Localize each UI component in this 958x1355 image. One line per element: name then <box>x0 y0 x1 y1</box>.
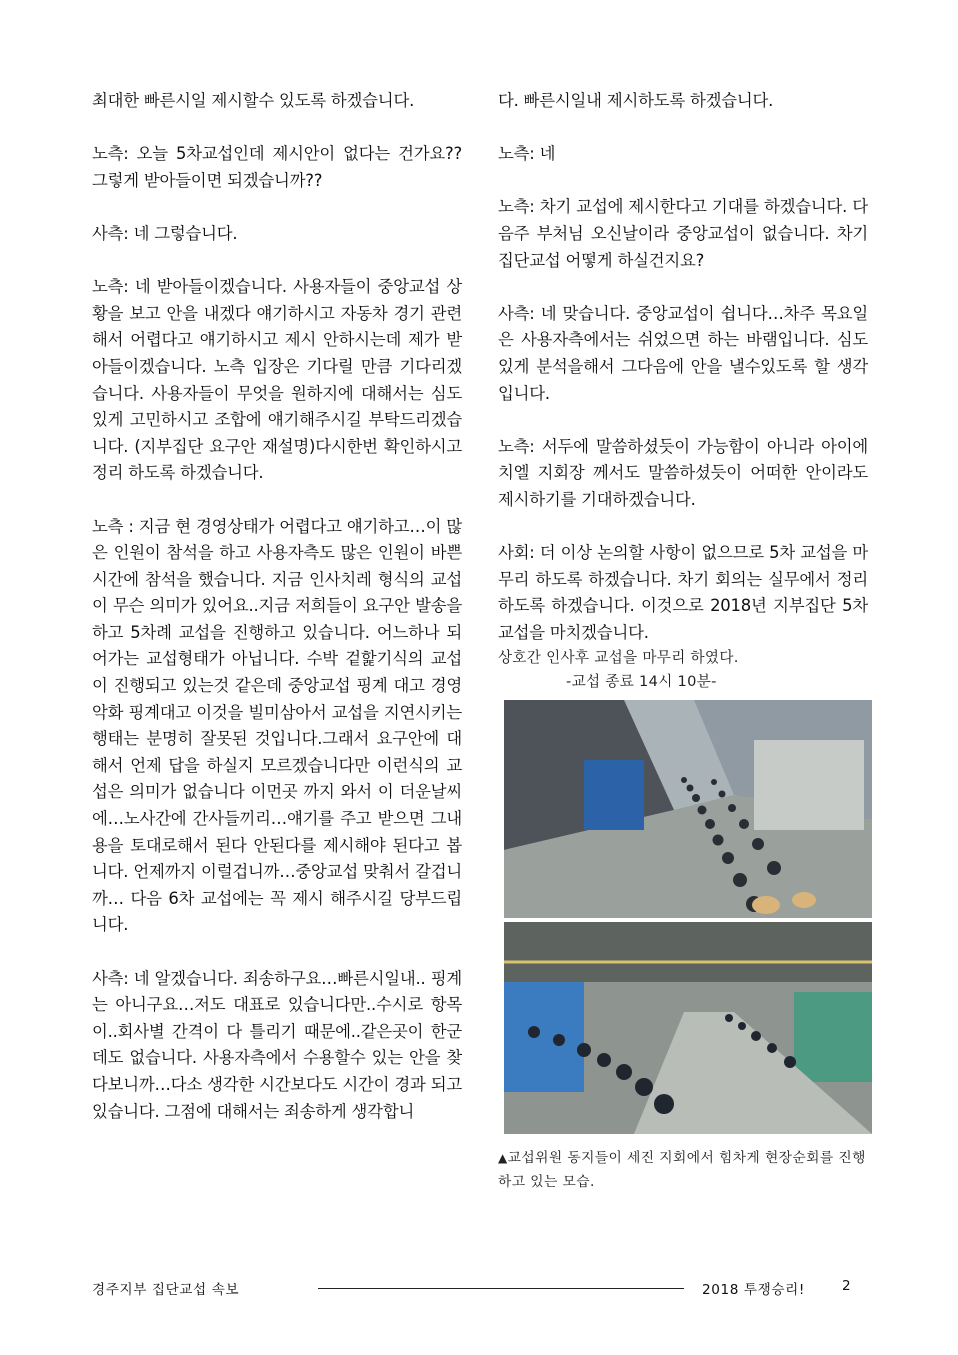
paragraph: 다. 빠른시일내 제시하도록 하겠습니다. <box>498 91 774 110</box>
paragraph: 최대한 빠른시일 제시할수 있도록 하겠습니다. <box>92 91 415 110</box>
factory-march-photo <box>504 700 872 918</box>
caption-text: 교섭위원 동지들이 세진 지회에서 힘차게 현장순회를 진행하고 있는 모습. <box>498 1150 866 1191</box>
end-time: -교섭 종료 14시 10분- <box>566 673 717 691</box>
page-footer <box>92 1278 862 1300</box>
page-number: 2 <box>842 1278 851 1294</box>
paragraph: 노측: 차기 교섭에 제시한다고 기대를 하겠습니다. 다음주 부처님 오신날이라 중앙교섭이 없습니다. 차기 집단교섭 어떻게 하실건지요? <box>498 197 868 270</box>
paragraph: 노측: 네 <box>498 144 556 164</box>
left-column <box>92 88 462 1125</box>
paragraph: 노측 : 지금 현 경영상태가 어렵다고 얘기하고…이 많은 인원이 참석을 하고 사용자측도 많은 인원이 바쁜시간에 참석을 했습니다. 지금 인사치레 형식의 교섭이 무슨 의미가 있어요..지금 저희들이 요구안 발송을 하고 5차례 교섭을 진행하고 있습니다. 어느하나 되어가는 교섭형태가 아닙니다. 수박 겉핥기식의 교섭이 진행되고 있는것 같은데 중앙교섭 핑계 대고 경영악화 핑계대고 이것을 빌미삼아서 교섭을 지연시키는 행태는 분명히 잘못된 것입니다.그래서 요구안에 대해서 언제 답을 하실지 모르겠습니다만 이런식의 교섭은 의미가 없습니다 이먼곳 까지 와서 이 더운날씨에…노사간에 간사들끼리…얘기를 주고 받으면 그내용을 토대로해서 된다 안된다를 제시해야 된다고 봅니다. 언제까지 이럴겁니까…중앙교섭 맞춰서 갈겁니까… 다음 6차 교섭에는 꼭 제시 해주시길 당부드립니다. <box>92 516 462 935</box>
closing-note: 상호간 인사후 교섭을 마무리 하였다. <box>498 649 739 667</box>
paragraph: 노측: 오늘 5차교섭인데 제시안이 없다는 건가요?? 그렇게 받아들이면 되겠습니까?? <box>92 144 462 190</box>
footer-slogan: 2018 투쟁승리! <box>702 1282 805 1298</box>
paragraph: 사측: 네 그렇습니다. <box>92 223 238 243</box>
paragraph: 노측: 서두에 말씀하셨듯이 가능함이 아니라 아이에치엘 지회장 께서도 말씀하셨듯이 어떠한 안이라도 제시하기를 기대하겠습니다. <box>498 436 868 509</box>
footer-divider <box>318 1288 684 1289</box>
paragraph: 사측: 네 알겠습니다. 죄송하구요…빠른시일내.. 핑계는 아니구요…저도 대표로 있습니다만..수시로 항목이..회사별 간격이 다 틀리기 때문에..같은곳이 한군데도 없습니다. 사용자측에서 수용할수 있는 안을 찾다보니까…다소 생각한 시간보다도 시간이 경과 되고 있습니다. 그점에 대해서는 죄송하게 생각합니 <box>92 968 462 1121</box>
triangle-marker-icon: ▲ <box>498 1151 508 1166</box>
right-column <box>498 88 868 1194</box>
paragraph: 사측: 네 맞습니다. 중앙교섭이 쉽니다…차주 목요일은 사용자측에서는 쉬었으면 하는 바램입니다. 심도있게 분석을해서 그다음에 안을 낼수있도록 할 생각입니다. <box>498 303 868 403</box>
paragraph: 사회: 더 이상 논의할 사항이 없으므로 5차 교섭을 마무리 하도록 하겠습니다. 차기 회의는 실무에서 정리하도록 하겠습니다. 이것으로 2018년 지부집단 5차 교섭을 마치겠습니다. <box>498 543 868 642</box>
factory-line-photo <box>504 922 872 1134</box>
photo-caption <box>498 1146 868 1194</box>
paragraph: 노측: 네 받아들이겠습니다. 사용자들이 중앙교섭 상황을 보고 안을 내겠다 얘기하시고 자동차 경기 관련해서 어렵다고 얘기하시고 제시 안하시는데 제가 받아들이겠습니다. 노측 입장은 기다릴 만큼 기다리겠습니다. 사용자들이 무엇을 원하지에 대해서는 심도있게 고민하시고 조합에 얘기해주시길 부탁드리겠습니다. (지부집단 요구안 재설명)다시한번 확인하시고 정리 하도록 하겠습니다. <box>92 277 462 483</box>
footer-title: 경주지부 집단교섭 속보 <box>92 1282 240 1298</box>
